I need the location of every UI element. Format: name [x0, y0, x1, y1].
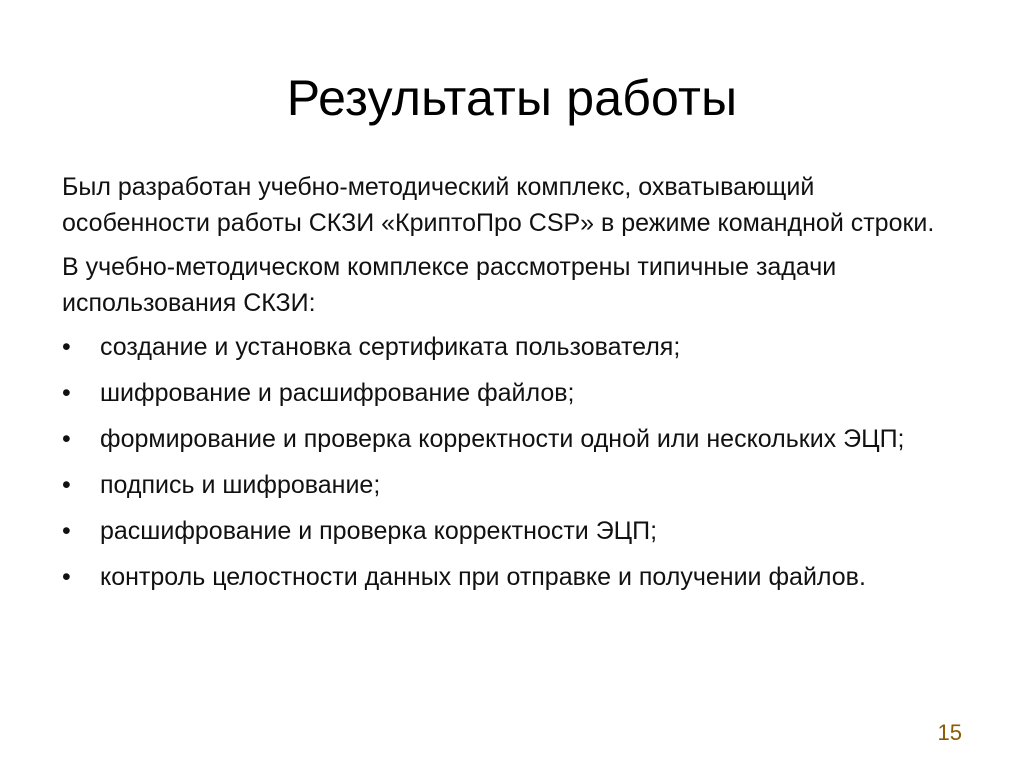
- bullet-icon: •: [62, 379, 71, 407]
- list-item: [62, 421, 962, 457]
- list-item-text: подпись и шифрование;: [100, 471, 381, 499]
- bullet-icon: •: [62, 333, 71, 361]
- list-item: [62, 513, 962, 549]
- task-list: [62, 329, 962, 595]
- list-item-text: шифрование и расшифрование файлов;: [100, 379, 575, 407]
- slide-title: Результаты работы: [286, 70, 738, 126]
- list-item: [62, 467, 962, 503]
- list-item: [62, 329, 962, 365]
- list-item-text: формирование и проверка корректности одной или нескольких ЭЦП;: [100, 425, 905, 453]
- bullet-icon: •: [62, 517, 71, 545]
- intro-paragraph: Был разработан учебно-методический комплекс, охватывающий особенности работы СКЗИ «КриптоПро CSP» в режиме командной строки.: [62, 173, 935, 237]
- list-item-text: создание и установка сертификата пользователя;: [100, 333, 681, 361]
- page-number: 15: [937, 720, 962, 745]
- slide-content: [62, 169, 962, 605]
- list-item: [62, 559, 962, 595]
- bullet-icon: •: [62, 425, 71, 453]
- list-item-text: контроль целостности данных при отправке и получении файлов.: [100, 563, 866, 591]
- list-item-text: расшифрование и проверка корректности ЭЦП;: [100, 517, 658, 545]
- tasks-paragraph: В учебно-методическом комплексе рассмотрены типичные задачи использования СКЗИ:: [62, 253, 837, 317]
- list-item: [62, 375, 962, 411]
- bullet-icon: •: [62, 471, 71, 499]
- bullet-icon: •: [62, 563, 71, 591]
